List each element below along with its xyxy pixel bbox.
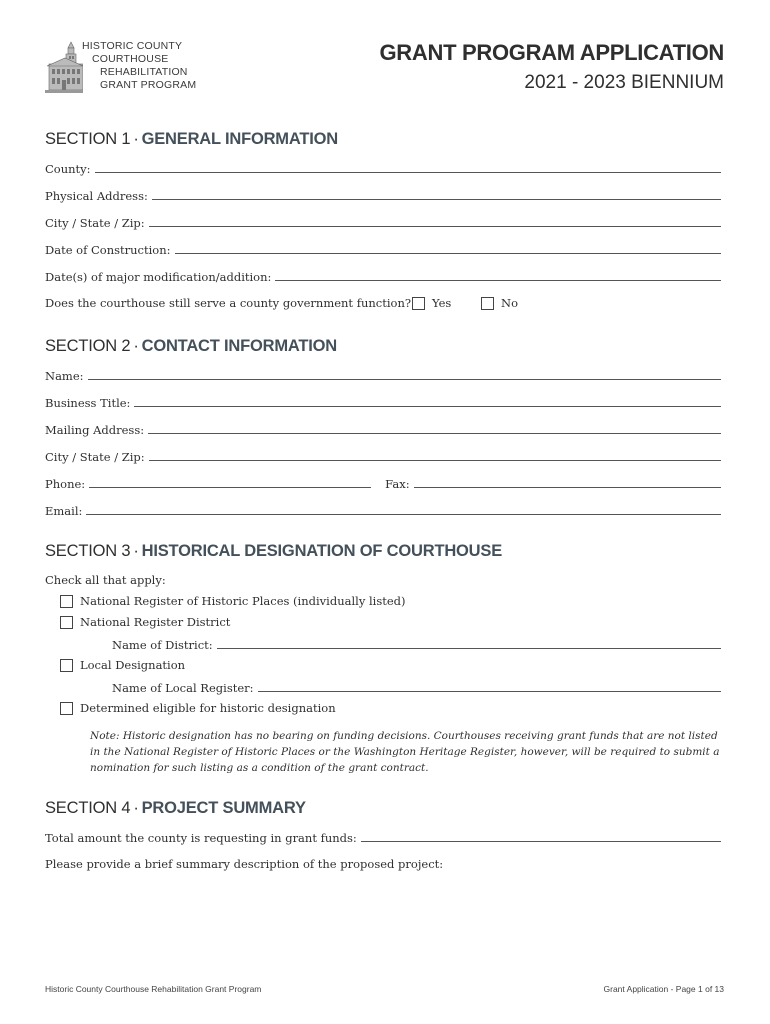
designation-option-local[interactable] [60,658,185,672]
section-title: PROJECT SUMMARY [141,799,306,817]
contact-city-state-zip-field[interactable] [45,448,721,464]
checkbox[interactable] [60,659,73,672]
fax-label: Fax: [385,477,410,491]
no-option[interactable] [481,296,518,310]
checkbox[interactable] [60,702,73,715]
phone-fill-line[interactable] [89,486,371,488]
grant-amount-field[interactable] [45,829,721,845]
yes-checkbox[interactable] [412,297,425,310]
field-label: Physical Address: [45,189,148,203]
fill-line[interactable] [86,513,721,515]
field-label: Name of Local Register: [112,681,254,695]
project-summary-prompt: Please provide a brief summary description of the proposed project: [45,857,444,871]
designation-option-district[interactable] [60,615,230,629]
local-register-name-field[interactable] [112,679,721,695]
section-title: GENERAL INFORMATION [141,130,338,148]
logo-line: HISTORIC COUNTY [82,40,183,52]
government-function-question: Does the courthouse still serve a county government function? [45,296,412,310]
logo-text [82,40,196,92]
fax-fill-line[interactable] [414,486,721,488]
fill-line[interactable] [217,647,721,649]
field-label: Name: [45,369,84,383]
fill-line[interactable] [361,840,721,842]
check-all-instruction: Check all that apply: [45,573,166,587]
option-label: Local Designation [80,658,186,672]
name-field[interactable] [45,367,721,383]
fill-line[interactable] [175,252,722,254]
program-logo [45,40,215,95]
physical-address-field[interactable] [45,187,721,203]
fill-line[interactable] [149,459,721,461]
field-label: Name of District: [112,638,213,652]
field-label: Mailing Address: [45,423,145,437]
section-number: SECTION 1 [45,130,131,148]
city-state-zip-field[interactable] [45,214,721,230]
section-title: HISTORICAL DESIGNATION OF COURTHOUSE [141,542,503,560]
logo-line: COURTHOUSE [92,53,169,65]
phone-fax-row[interactable] [45,475,721,491]
section-title: CONTACT INFORMATION [141,337,338,355]
document-title: GRANT PROGRAM APPLICATION [379,40,724,65]
no-label: No [501,296,518,310]
county-field[interactable] [45,160,721,176]
email-field[interactable] [45,502,721,518]
field-label: City / State / Zip: [45,450,145,464]
section-2-heading: SECTION 2 · CONTACT INFORMATION [45,337,338,355]
document-subtitle: 2021 - 2023 BIENNIUM [524,72,724,93]
field-label: Date(s) of major modification/addition: [45,270,272,284]
fill-line[interactable] [152,198,721,200]
fill-line[interactable] [134,405,721,407]
phone-label: Phone: [45,477,86,491]
footer-program-name: Historic County Courthouse Rehabilitation Grant Program [45,984,262,994]
yes-option[interactable] [412,296,451,310]
mailing-address-field[interactable] [45,421,721,437]
fill-line[interactable] [258,690,721,692]
fill-line[interactable] [275,279,721,281]
designation-note: Note: Historic designation has no bearing on funding decisions. Courthouses receiving grant funds that are not listed in the National Register of Historic Places or the Washington Heritage Register, however, will be required to submit a nomination for such listing as a condition of the grant contract. [90,730,720,774]
modification-dates-field[interactable] [45,268,721,284]
field-label: Date of Construction: [45,243,171,257]
section-number: SECTION 3 [45,542,131,560]
designation-option-national-register[interactable] [60,594,406,608]
option-label: National Register District [80,615,231,629]
date-of-construction-field[interactable] [45,241,721,257]
section-number: SECTION 2 [45,337,131,355]
option-label: National Register of Historic Places (individually listed) [80,594,406,608]
field-label: Business Title: [45,396,131,410]
checkbox[interactable] [60,616,73,629]
field-label: Email: [45,504,83,518]
yes-label: Yes [432,296,452,310]
designation-option-eligible[interactable] [60,701,336,715]
business-title-field[interactable] [45,394,721,410]
footer-page-number: Grant Application - Page 1 of 13 [603,984,724,994]
logo-line: REHABILITATION [100,66,188,78]
section-3-heading: SECTION 3 · HISTORICAL DESIGNATION OF COURTHOUSE [45,542,503,560]
section-number: SECTION 4 [45,799,131,817]
fill-line[interactable] [148,432,721,434]
logo-line: GRANT PROGRAM [100,79,197,91]
field-label: Total amount the county is requesting in grant funds: [45,831,357,845]
fill-line[interactable] [88,378,721,380]
option-label: Determined eligible for historic designation [80,701,336,715]
section-1-heading: SECTION 1 · GENERAL INFORMATION [45,130,338,148]
section-4-heading: SECTION 4 · PROJECT SUMMARY [45,799,306,817]
field-label: County: [45,162,91,176]
fill-line[interactable] [95,171,721,173]
district-name-field[interactable] [112,636,721,652]
field-label: City / State / Zip: [45,216,145,230]
fill-line[interactable] [149,225,721,227]
courthouse-logo-icon [45,40,83,94]
no-checkbox[interactable] [481,297,494,310]
checkbox[interactable] [60,595,73,608]
